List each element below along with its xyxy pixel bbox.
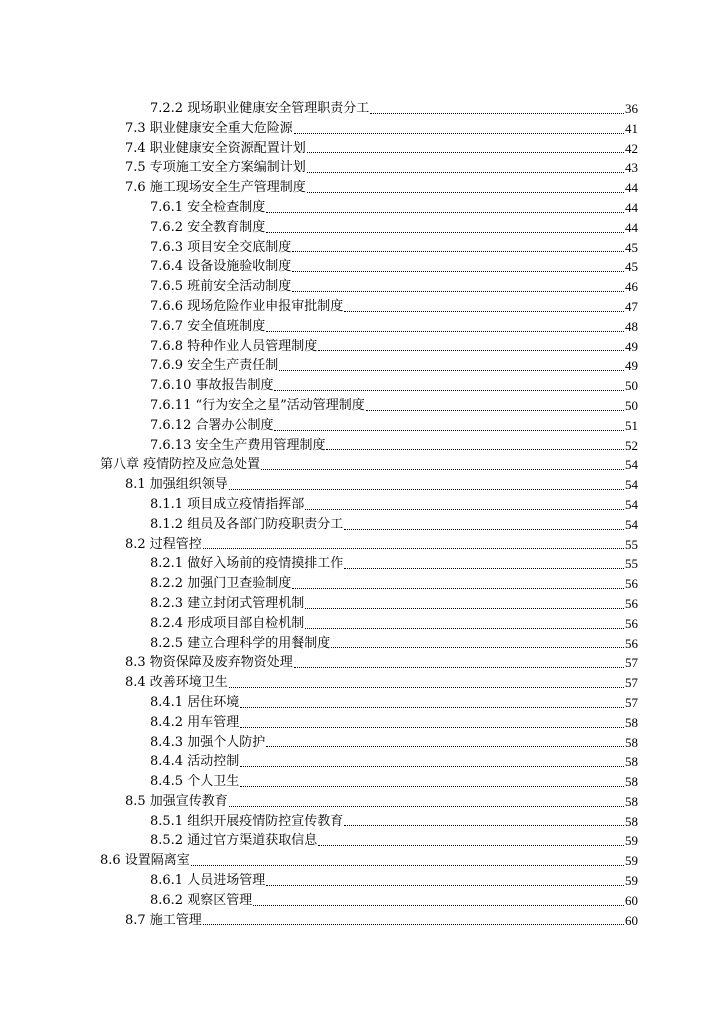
toc-entry-title: 8.1.2 组员及各部门防疫职责分工	[150, 516, 344, 532]
toc-entry-page-number: 57	[625, 655, 638, 671]
dot-leader	[203, 547, 624, 549]
toc-entry[interactable]	[0, 119, 724, 139]
dot-leader	[292, 290, 624, 292]
toc-entry[interactable]	[0, 356, 724, 376]
dot-leader	[203, 923, 624, 925]
toc-entry-title: 7.6.2 安全教育制度	[150, 219, 266, 235]
toc-entry[interactable]	[0, 653, 724, 673]
toc-entry[interactable]	[0, 495, 724, 515]
toc-entry-page-number: 54	[625, 496, 638, 512]
toc-entry[interactable]	[0, 594, 724, 614]
toc-entry-title: 7.6.1 安全检查制度	[150, 199, 266, 215]
toc-entry-title: 8.2.5 建立合理科学的用餐制度	[150, 635, 331, 651]
toc-entry[interactable]	[0, 218, 724, 238]
toc-entry-title: 8.2 过程管控	[125, 536, 202, 552]
dot-leader	[266, 211, 624, 213]
toc-entry-title: 8.6 设置隔离室	[100, 853, 190, 869]
toc-entry[interactable]	[0, 554, 724, 574]
dot-leader	[344, 567, 624, 569]
toc-entry-title: 7.6.6 现场危险作业申报审批制度	[150, 298, 344, 314]
dot-leader	[279, 369, 624, 371]
toc-entry[interactable]	[0, 713, 724, 733]
toc-entry[interactable]	[0, 851, 724, 871]
toc-entry[interactable]	[0, 317, 724, 337]
toc-entry-title: 8.2.2 加强门卫查验制度	[150, 576, 292, 592]
toc-entry-title: 7.6.12 合署办公制度	[150, 417, 274, 433]
toc-entry-page-number: 47	[625, 298, 638, 314]
dot-leader	[366, 409, 624, 411]
toc-entry-page-number: 58	[625, 793, 638, 809]
toc-entry-page-number: 44	[625, 219, 638, 235]
dot-leader	[292, 270, 624, 272]
dot-leader	[305, 627, 624, 629]
toc-entry[interactable]	[0, 416, 724, 436]
dot-leader	[294, 132, 624, 134]
dot-leader	[266, 330, 624, 332]
toc-entry-title: 7.5 专项施工安全方案编制计划	[125, 160, 306, 176]
toc-entry-page-number: 54	[625, 516, 638, 532]
toc-entry[interactable]	[0, 238, 724, 258]
toc-entry-title: 8.4.3 加强个人防护	[150, 734, 266, 750]
toc-entry-page-number: 60	[625, 912, 638, 928]
toc-entry-title: 8.4 改善环境卫生	[125, 675, 228, 691]
toc-entry[interactable]	[0, 693, 724, 713]
toc-entry-title: 8.7 施工管理	[125, 912, 202, 928]
toc-entry-title: 8.2.4 形成项目部自检机制	[150, 615, 305, 631]
toc-entry-title: 8.2.1 做好入场前的疫情摸排工作	[150, 556, 344, 572]
toc-entry-page-number: 58	[625, 774, 638, 790]
toc-entry-page-number: 55	[625, 556, 638, 572]
toc-entry-page-number: 42	[625, 140, 638, 156]
toc-entry-page-number: 60	[625, 892, 638, 908]
dot-leader	[240, 706, 624, 708]
toc-entry-page-number: 54	[625, 477, 638, 493]
toc-entry-title: 7.6.10 事故报告制度	[150, 378, 274, 394]
toc-entry[interactable]	[0, 871, 724, 891]
dot-leader	[266, 745, 624, 747]
dot-leader	[344, 824, 624, 826]
toc-entry[interactable]	[0, 574, 724, 594]
toc-entry-page-number: 45	[625, 239, 638, 255]
toc-entry[interactable]	[0, 911, 724, 931]
dot-leader	[318, 349, 624, 351]
toc-entry-title: 7.6 施工现场安全生产管理制度	[125, 180, 306, 196]
dot-leader	[274, 429, 624, 431]
toc-entry-page-number: 46	[625, 279, 638, 295]
toc-entry-page-number: 54	[625, 457, 638, 473]
toc-entry-page-number: 48	[625, 318, 638, 334]
toc-entry-title: 8.4.4 活动控制	[150, 754, 240, 770]
toc-entry[interactable]	[0, 396, 724, 416]
toc-entry[interactable]	[0, 792, 724, 812]
toc-entry[interactable]	[0, 376, 724, 396]
toc-entry[interactable]	[0, 733, 724, 753]
toc-entry-title: 8.5.2 通过官方渠道获取信息	[150, 833, 318, 849]
toc-entry[interactable]	[0, 614, 724, 634]
toc-entry[interactable]	[0, 178, 724, 198]
toc-entry-title: 8.4.5 个人卫生	[150, 774, 240, 790]
toc-entry[interactable]	[0, 198, 724, 218]
toc-entry-page-number: 43	[625, 160, 638, 176]
toc-entry-page-number: 59	[625, 873, 638, 889]
toc-entry-title: 8.1 加强组织领导	[125, 477, 228, 493]
dot-leader	[229, 805, 624, 807]
toc-entry[interactable]	[0, 475, 724, 495]
toc-entry-title: 7.6.3 项目安全交底制度	[150, 239, 292, 255]
toc-entry[interactable]	[0, 812, 724, 832]
toc-entry-page-number: 36	[625, 101, 638, 116]
toc-entry-title: 8.1.1 项目成立疫情指挥部	[150, 496, 305, 512]
toc-entry-page-number: 44	[625, 199, 638, 215]
toc-entry-page-number: 50	[625, 397, 638, 413]
toc-entry-page-number: 52	[625, 437, 638, 453]
toc-entry[interactable]	[0, 673, 724, 693]
toc-entry[interactable]	[0, 634, 724, 654]
toc-entry[interactable]	[0, 831, 724, 851]
toc-entry-title: 7.6.4 设备设施验收制度	[150, 259, 292, 275]
dot-leader	[294, 666, 624, 668]
toc-entry-title: 7.6.9 安全生产责任制	[150, 358, 279, 374]
dot-leader	[240, 785, 624, 787]
toc-entry[interactable]	[0, 772, 724, 792]
dot-leader	[326, 448, 624, 450]
dot-leader	[240, 765, 624, 767]
toc-entry-page-number: 59	[625, 853, 638, 869]
dot-leader	[240, 726, 624, 728]
toc-entry-title: 8.5.1 组织开展疫情防控宣传教育	[150, 813, 344, 829]
dot-leader	[229, 686, 624, 688]
toc-entry[interactable]	[0, 455, 724, 475]
dot-leader	[305, 508, 624, 510]
toc-entry-page-number: 51	[625, 417, 638, 433]
toc-entry-page-number: 59	[625, 833, 638, 849]
dot-leader	[191, 864, 624, 866]
toc-entry-title: 7.4 职业健康安全资源配置计划	[125, 140, 306, 156]
toc-entry[interactable]	[0, 257, 724, 277]
toc-entry-page-number: 56	[625, 635, 638, 651]
toc-entry-title: 7.6.11 “行为安全之星”活动管理制度	[150, 397, 365, 413]
dot-leader	[344, 528, 624, 530]
toc-entry-title: 8.6.1 人员进场管理	[150, 873, 266, 889]
toc-entry-title: 7.6.13 安全生产费用管理制度	[150, 437, 326, 453]
toc-entry-page-number: 45	[625, 259, 638, 275]
dot-leader	[307, 151, 624, 153]
toc-entry-title: 8.2.3 建立封闭式管理机制	[150, 595, 305, 611]
toc-entry-title: 8.4.2 用车管理	[150, 714, 240, 730]
dot-leader	[261, 468, 624, 470]
toc-entry-page-number: 50	[625, 378, 638, 394]
dot-leader	[318, 844, 624, 846]
toc-entry[interactable]	[0, 139, 724, 159]
toc-entry[interactable]	[0, 277, 724, 297]
toc-entry-title: 第八章 疫情防控及应急处置	[100, 457, 261, 473]
toc-entry[interactable]	[0, 297, 724, 317]
toc-entry-title: 7.2.2 现场职业健康安全管理职责分工	[150, 101, 370, 116]
toc-entry-page-number: 55	[625, 536, 638, 552]
toc-entry-title: 8.4.1 居住环境	[150, 694, 240, 710]
toc-entry[interactable]	[0, 158, 724, 178]
toc-entry-title: 7.6.8 特种作业人员管理制度	[150, 338, 318, 354]
dot-leader	[266, 231, 624, 233]
dot-leader	[307, 191, 624, 193]
toc-entry[interactable]	[0, 337, 724, 357]
toc-entry-page-number: 57	[625, 694, 638, 710]
dot-leader	[229, 488, 624, 490]
dot-leader	[253, 904, 624, 906]
dot-leader	[266, 884, 624, 886]
dot-leader	[344, 310, 624, 312]
toc-entry-title: 8.3 物资保障及废弃物资处理	[125, 655, 293, 671]
dot-leader	[292, 250, 624, 252]
toc-entry-title: 7.6.5 班前安全活动制度	[150, 279, 292, 295]
dot-leader	[305, 607, 624, 609]
toc-entry-title: 7.3 职业健康安全重大危险源	[125, 120, 293, 136]
toc-entry-page-number: 49	[625, 338, 638, 354]
toc-entry[interactable]	[0, 891, 724, 911]
toc-entry[interactable]	[0, 515, 724, 535]
toc-entry[interactable]	[0, 99, 724, 119]
dot-leader	[274, 389, 624, 391]
toc-entry[interactable]	[0, 535, 724, 555]
toc-entry[interactable]	[0, 752, 724, 772]
toc-entry-page-number: 56	[625, 576, 638, 592]
toc-entry-page-number: 41	[625, 120, 638, 136]
toc-entry-title: 8.5 加强宣传教育	[125, 793, 228, 809]
toc-entry-page-number: 58	[625, 714, 638, 730]
toc-entry-page-number: 57	[625, 675, 638, 691]
toc-entry-page-number: 58	[625, 754, 638, 770]
toc-entry-page-number: 56	[625, 615, 638, 631]
toc-entry-page-number: 58	[625, 734, 638, 750]
toc-entry-page-number: 49	[625, 358, 638, 374]
dot-leader	[331, 646, 624, 648]
table-of-contents	[0, 99, 724, 930]
toc-entry-page-number: 44	[625, 180, 638, 196]
toc-entry-page-number: 56	[625, 595, 638, 611]
dot-leader	[370, 112, 624, 114]
toc-entry[interactable]	[0, 436, 724, 456]
dot-leader	[292, 587, 624, 589]
toc-entry-title: 7.6.7 安全值班制度	[150, 318, 266, 334]
toc-entry-title: 8.6.2 观察区管理	[150, 892, 253, 908]
toc-entry-page-number: 58	[625, 813, 638, 829]
dot-leader	[307, 171, 624, 173]
